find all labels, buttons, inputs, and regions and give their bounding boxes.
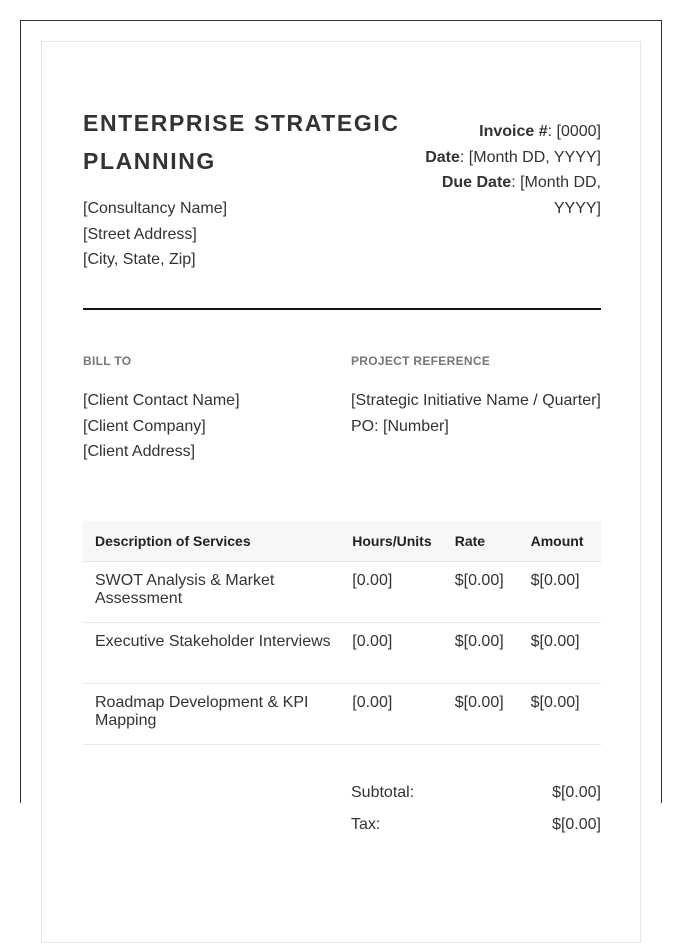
client-address: [Client Address] [83,443,196,460]
service-description: Roadmap Development & KPI Mapping [83,684,352,745]
sender-city: [City, State, Zip] [83,251,196,268]
service-hours: [0.00] [352,684,454,745]
invoice-number-value: : [0000] [547,123,601,140]
invoice-due-date-value: : [Month DD, YYYY] [511,174,601,217]
sender-address [83,196,227,273]
purchase-order: PO: [Number] [351,417,449,435]
subtotal-value: $[0.00] [552,784,601,801]
invoice-page [41,41,641,943]
invoice-title: ENTERPRISE STRATEGIC PLANNING [83,110,400,174]
invoice-number [401,119,601,145]
bill-to-address [83,388,240,465]
service-rate: $[0.00] [455,684,531,745]
invoice-due-date-label: Due Date [441,174,512,191]
header-divider [83,308,601,310]
services-table [83,521,601,745]
service-rate: $[0.00] [455,623,531,684]
tax-row [351,814,601,846]
service-rate: $[0.00] [455,562,531,623]
bill-to-label: BILL TO [83,354,132,368]
invoice-date [401,145,601,171]
project-reference-label: PROJECT REFERENCE [351,354,491,368]
table-row [83,684,601,745]
subtotal-label: Subtotal: [351,784,415,801]
sender-name: [Consultancy Name] [83,200,228,217]
tax-value: $[0.00] [552,816,601,833]
header-rate: Rate [455,521,531,562]
invoice-number-label: Invoice # [479,123,548,140]
header-hours-units: Hours/Units [352,521,454,562]
table-row [83,562,601,623]
service-hours: [0.00] [352,623,454,684]
invoice-date-label: Date [425,148,460,166]
service-amount: $[0.00] [531,684,601,745]
subtotal-row [351,782,601,814]
invoice-meta [401,119,601,221]
service-amount: $[0.00] [531,562,601,623]
service-description: SWOT Analysis & Market Assessment [83,562,352,623]
sender-street: [Street Address] [83,225,197,243]
document-viewport[interactable] [20,20,662,833]
strategic-initiative: [Strategic Initiative Name / Quarter] [351,392,601,409]
table-header-row [83,521,601,562]
invoice-date-value: : [Month DD, YYYY] [459,148,601,166]
totals-section [351,782,601,846]
header-description: Description of Services [83,521,352,562]
client-contact-name: [Client Contact Name] [83,392,240,409]
table-row [83,623,601,684]
service-description: Executive Stakeholder Interviews [83,623,352,684]
client-company: [Client Company] [83,417,206,435]
invoice-due-date [401,170,601,221]
service-amount: $[0.00] [531,623,601,684]
header-amount: Amount [531,521,601,562]
service-hours: [0.00] [352,562,454,623]
project-reference [351,388,601,439]
tax-label: Tax: [351,816,381,833]
